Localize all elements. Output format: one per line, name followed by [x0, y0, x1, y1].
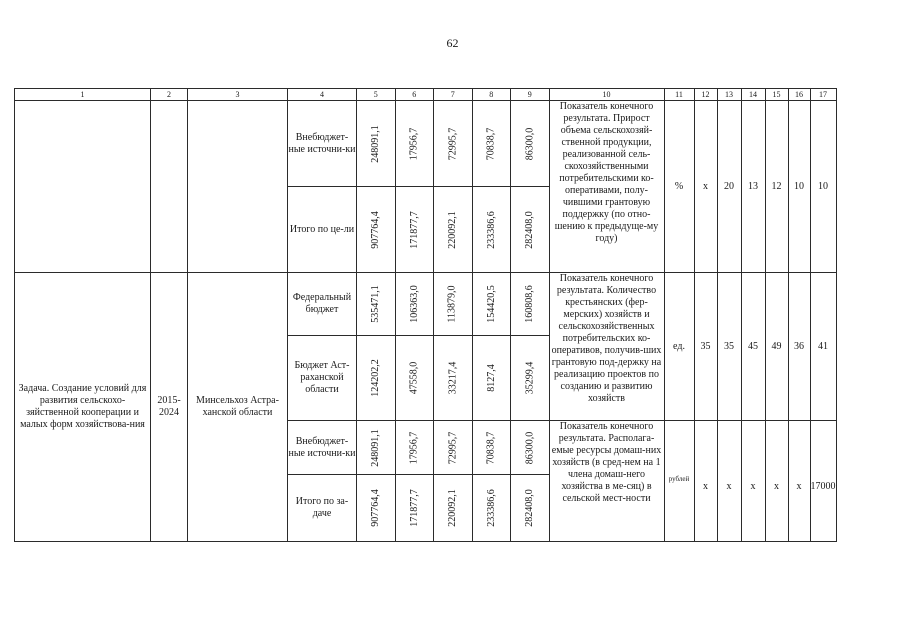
funding-year-value	[434, 336, 473, 421]
indicator-target: 17000	[810, 421, 836, 542]
table-row	[15, 273, 837, 336]
funding-year-value	[472, 475, 511, 542]
funding-year-value	[511, 336, 550, 421]
page-number: 62	[446, 36, 459, 50]
funding-year-value	[395, 273, 434, 336]
funding-source: Федеральный бюджет	[288, 273, 357, 336]
value-text: 72995,7	[446, 431, 458, 464]
value-text: 124202,2	[369, 359, 381, 397]
column-number: 16	[788, 89, 810, 101]
funding-total	[357, 273, 396, 336]
funding-year-value	[395, 475, 434, 542]
value-text: 154420,5	[485, 285, 497, 323]
column-number: 14	[741, 89, 765, 101]
empty-task-cell	[15, 101, 151, 273]
indicator-description: Показатель конечного результата. Располага-емые ресурсы домаш-них хозяйств (в сред-нем на 1 члена домаш-него хозяйства в ме-сяц) в сельской мест-ности	[549, 421, 664, 542]
indicator-target: 35	[694, 273, 717, 421]
funding-year-value	[472, 273, 511, 336]
funding-year-value	[511, 421, 550, 475]
value-text: 248091,1	[369, 124, 381, 163]
indicator-unit: ед.	[664, 273, 694, 421]
funding-total	[357, 187, 396, 273]
task-description: Задача. Создание условий для развития сельскохо-зяйственной кооперации и малых форм хозяйствова-ния	[15, 273, 151, 542]
indicator-target: 49	[765, 273, 788, 421]
indicator-target: x	[788, 421, 810, 542]
indicator-unit: %	[664, 101, 694, 273]
funding-source: Внебюджет-ные источни-ки	[288, 101, 357, 187]
indicator-target: x	[765, 421, 788, 542]
indicator-target: 45	[741, 273, 765, 421]
column-number: 12	[694, 89, 717, 101]
indicator-target: 12	[765, 101, 788, 273]
value-text: 282408,0	[523, 489, 535, 527]
column-number: 2	[151, 89, 188, 101]
indicator-target: 35	[717, 273, 741, 421]
value-text: 35299,4	[523, 361, 535, 395]
value-text: 86300,0	[523, 127, 535, 160]
column-number: 8	[472, 89, 511, 101]
value-text: 106363,0	[408, 285, 420, 323]
indicator-target: x	[717, 421, 741, 542]
funding-year-value	[511, 101, 550, 187]
indicator-target: 13	[741, 101, 765, 273]
column-number: 3	[188, 89, 288, 101]
value-text: 233386,6	[485, 489, 497, 527]
funding-source: Итого по це-ли	[288, 187, 357, 273]
funding-year-value	[395, 187, 434, 273]
funding-year-value	[472, 336, 511, 421]
executor: Минсельхоз Астра-ханской области	[188, 273, 288, 542]
column-number: 6	[395, 89, 434, 101]
value-text: 33217,4	[446, 361, 458, 395]
value-text: 282408,0	[523, 210, 535, 249]
table-row	[15, 101, 837, 187]
column-number: 5	[357, 89, 396, 101]
funding-year-value	[472, 187, 511, 273]
funding-source: Итого по за-даче	[288, 475, 357, 542]
value-text: 248091,1	[369, 428, 381, 467]
implementation-period: 2015-2024	[151, 273, 188, 542]
funding-year-value	[395, 101, 434, 187]
value-text: 535471,1	[369, 285, 381, 323]
funding-source: Бюджет Аст-раханской области	[288, 336, 357, 421]
value-text: 70838,7	[485, 127, 497, 160]
empty-executor-cell	[188, 101, 288, 273]
funding-year-value	[434, 475, 473, 542]
column-number-row	[15, 89, 837, 101]
value-text: 72995,7	[446, 127, 458, 160]
column-number: 17	[810, 89, 836, 101]
indicator-target: 36	[788, 273, 810, 421]
column-number: 9	[511, 89, 550, 101]
funding-year-value	[395, 421, 434, 475]
empty-period-cell	[151, 101, 188, 273]
funding-total	[357, 475, 396, 542]
value-text: 17956,7	[408, 431, 420, 464]
indicator-unit: рублей	[664, 421, 694, 542]
funding-year-value	[434, 421, 473, 475]
column-number: 10	[549, 89, 664, 101]
funding-total	[357, 336, 396, 421]
funding-year-value	[472, 101, 511, 187]
funding-year-value	[434, 187, 473, 273]
value-text: 907764,4	[369, 210, 381, 249]
value-text: 160808,6	[523, 285, 535, 323]
indicator-target: 41	[810, 273, 836, 421]
column-number: 11	[664, 89, 694, 101]
value-text: 8127,4	[485, 364, 497, 392]
funding-year-value	[434, 101, 473, 187]
indicator-description: Показатель конечного результата. Прирост объема сельскохозяй-ственной продукции, реализованной сель-скохозяйственными потребительскими ко-оперативами, полу-чившими грантовую поддержку (по отно-шению к предыдуще-му году)	[549, 101, 664, 273]
value-text: 171877,7	[408, 210, 420, 249]
column-number: 1	[15, 89, 151, 101]
value-text: 86300,0	[523, 431, 535, 464]
funding-year-value	[472, 421, 511, 475]
funding-year-value	[434, 273, 473, 336]
column-number: 13	[717, 89, 741, 101]
value-text: 171877,7	[408, 489, 420, 527]
indicator-description: Показатель конечного результата. Количество крестьянских (фер-мерских) хозяйств и сельскохозяйственных потребительских ко-оперативов, получив-ших грантовую под-держку на реализацию проектов по созданию и развитию хозяйств	[549, 273, 664, 421]
value-text: 907764,4	[369, 489, 381, 527]
indicator-target: x	[741, 421, 765, 542]
value-text: 17956,7	[408, 127, 420, 160]
column-number: 7	[434, 89, 473, 101]
funding-total	[357, 421, 396, 475]
funding-source: Внебюджет-ные источни-ки	[288, 421, 357, 475]
funding-year-value	[511, 475, 550, 542]
value-text: 220092,1	[446, 489, 458, 527]
funding-year-value	[511, 273, 550, 336]
value-text: 47558,0	[408, 361, 420, 395]
funding-total	[357, 101, 396, 187]
column-number: 15	[765, 89, 788, 101]
indicator-target: x	[694, 101, 717, 273]
indicator-target: x	[694, 421, 717, 542]
program-budget-table	[14, 88, 837, 542]
value-text: 70838,7	[485, 431, 497, 464]
value-text: 113879,0	[446, 285, 458, 323]
funding-year-value	[395, 336, 434, 421]
indicator-target: 10	[788, 101, 810, 273]
column-number: 4	[288, 89, 357, 101]
indicator-target: 10	[810, 101, 836, 273]
value-text: 233386,6	[485, 210, 497, 249]
indicator-target: 20	[717, 101, 741, 273]
funding-year-value	[511, 187, 550, 273]
value-text: 220092,1	[446, 210, 458, 249]
